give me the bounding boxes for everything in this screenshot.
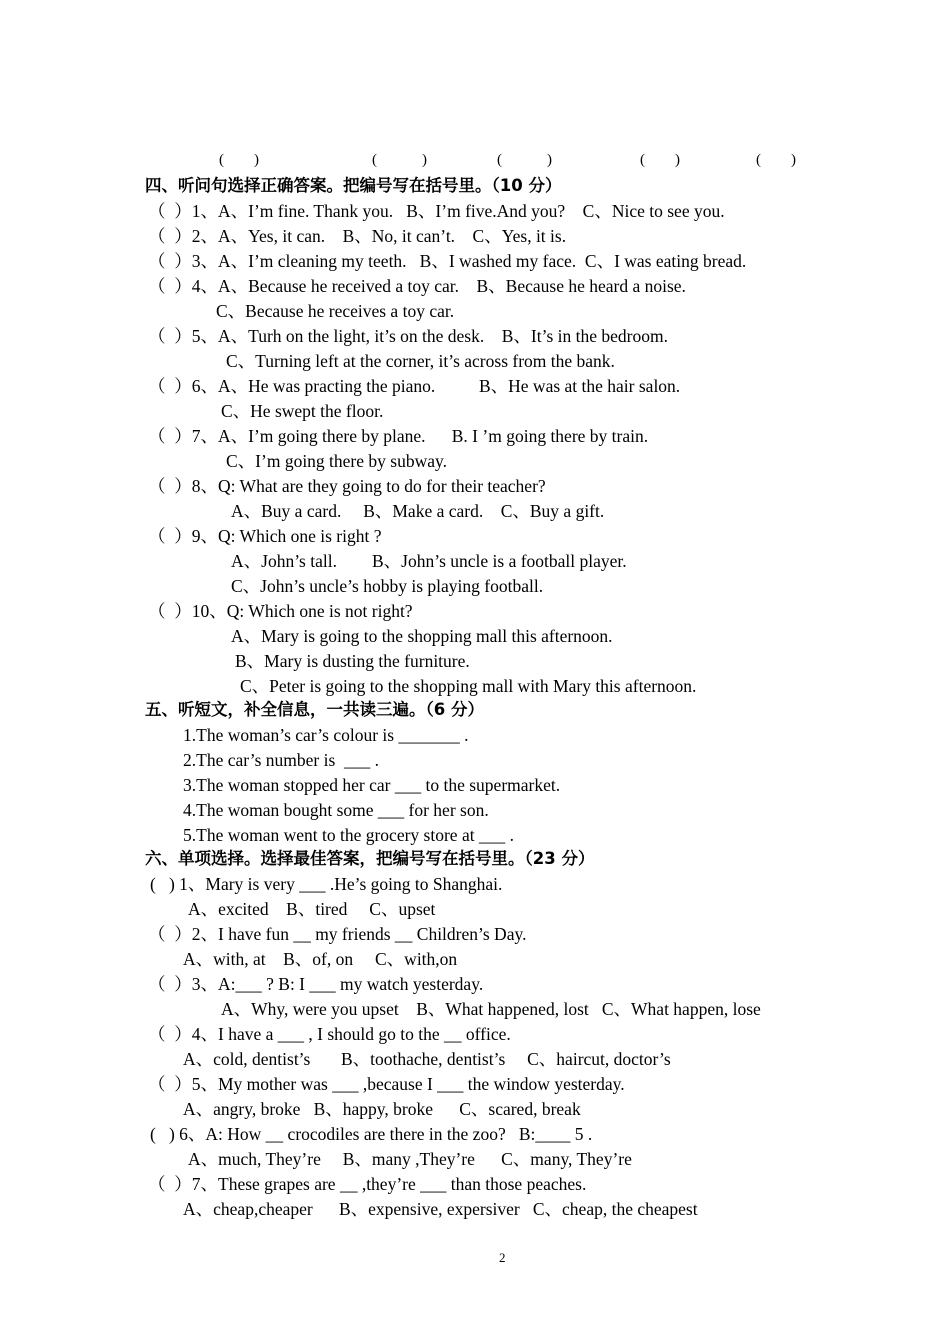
option-line: A、Why, were you upset B、What happened, lost C、What happen, lose xyxy=(221,999,761,1019)
option-line: B、Mary is dusting the furniture. xyxy=(235,651,470,671)
answer-bracket: ( ) xyxy=(497,152,552,168)
question-line: （ ）4、A、Because he received a toy car. B、Because he heard a noise. xyxy=(148,276,686,296)
question-line: （ ）8、Q: What are they going to do for their teacher? xyxy=(148,476,546,496)
option-line: C、Because he receives a toy car. xyxy=(216,301,455,321)
question-line: （ ）9、Q: Which one is right ? xyxy=(148,526,382,546)
fill-blank-line: 4.The woman bought some ___ for her son. xyxy=(183,800,489,820)
question-line: （ ）6、A、He was practing the piano. B、He was at the hair salon. xyxy=(148,376,681,396)
fill-blank-line: 5.The woman went to the grocery store at ___ . xyxy=(183,825,514,845)
question-line: （ ）3、A、I’m cleaning my teeth. B、I washed my face. C、I was eating bread. xyxy=(148,251,747,271)
fill-blank-line: 2.The car’s number is ___ . xyxy=(183,750,380,770)
option-line: A、John’s tall. B、John’s uncle is a football player. xyxy=(231,551,627,571)
section4-heading: 四、听问句选择正确答案。把编号写在括号里。（10 分） xyxy=(145,176,562,195)
option-line: C、I’m going there by subway. xyxy=(226,451,447,471)
option-line: A、with, at B、of, on C、with,on xyxy=(183,949,458,969)
option-line: A、Mary is going to the shopping mall this afternoon. xyxy=(231,626,613,646)
section5-heading: 五、听短文，补全信息，一共读三遍。（6 分） xyxy=(145,700,484,719)
option-line: C、John’s uncle’s hobby is playing football. xyxy=(231,576,544,596)
option-line: C、Peter is going to the shopping mall with Mary this afternoon. xyxy=(240,676,697,696)
question-line: （ ）2、I have fun __ my friends __ Children’s Day. xyxy=(148,924,527,944)
answer-bracket: ( ) xyxy=(756,152,796,168)
page-number: 2 xyxy=(499,1250,506,1265)
question-line: （ ）7、These grapes are __ ,they’re ___ than those peaches. xyxy=(148,1174,587,1194)
fill-blank-line: 1.The woman’s car’s colour is _______ . xyxy=(183,725,469,745)
option-line: A、much, They’re B、many ,They’re C、many, They’re xyxy=(188,1149,632,1169)
option-line: C、He swept the floor. xyxy=(221,401,384,421)
question-line: （ ）5、My mother was ___ ,because I ___ the window yesterday. xyxy=(148,1074,625,1094)
option-line: A、angry, broke B、happy, broke C、scared, break xyxy=(183,1099,581,1119)
option-line: A、cheap,cheaper B、expensive, expersiver C、cheap, the cheapest xyxy=(183,1199,698,1219)
answer-bracket: ( ) xyxy=(640,152,680,168)
question-line: （ ）4、I have a ___ , I should go to the __ office. xyxy=(148,1024,511,1044)
fill-blank-line: 3.The woman stopped her car ___ to the supermarket. xyxy=(183,775,561,795)
question-line: （ ）3、A:___ ? B: I ___ my watch yesterday. xyxy=(148,974,484,994)
answer-bracket: ( ) xyxy=(372,152,427,168)
question-line: （ ）10、Q: Which one is not right? xyxy=(148,601,413,621)
option-line: A、excited B、tired C、upset xyxy=(188,899,436,919)
question-line: （ ）1、A、I’m fine. Thank you. B、I’m five.And you? C、Nice to see you. xyxy=(148,201,725,221)
section6-heading: 六、单项选择。选择最佳答案，把编号写在括号里。（23 分） xyxy=(145,849,595,868)
option-line: A、cold, dentist’s B、toothache, dentist’s C、haircut, doctor’s xyxy=(183,1049,671,1069)
question-line: （ ）5、A、Turh on the light, it’s on the desk. B、It’s in the bedroom. xyxy=(148,326,668,346)
question-line: （ ）7、A、I’m going there by plane. B. I ’m going there by train. xyxy=(148,426,649,446)
option-line: C、Turning left at the corner, it’s across from the bank. xyxy=(226,351,615,371)
question-line: ( ) 1、Mary is very ___ .He’s going to Shanghai. xyxy=(150,874,503,894)
answer-bracket: ( ) xyxy=(219,152,259,168)
option-line: A、Buy a card. B、Make a card. C、Buy a gift. xyxy=(231,501,605,521)
question-line: （ ）2、A、Yes, it can. B、No, it can’t. C、Yes, it is. xyxy=(148,226,567,246)
question-line: ( ) 6、A: How __ crocodiles are there in the zoo? B:____ 5 . xyxy=(150,1124,593,1144)
